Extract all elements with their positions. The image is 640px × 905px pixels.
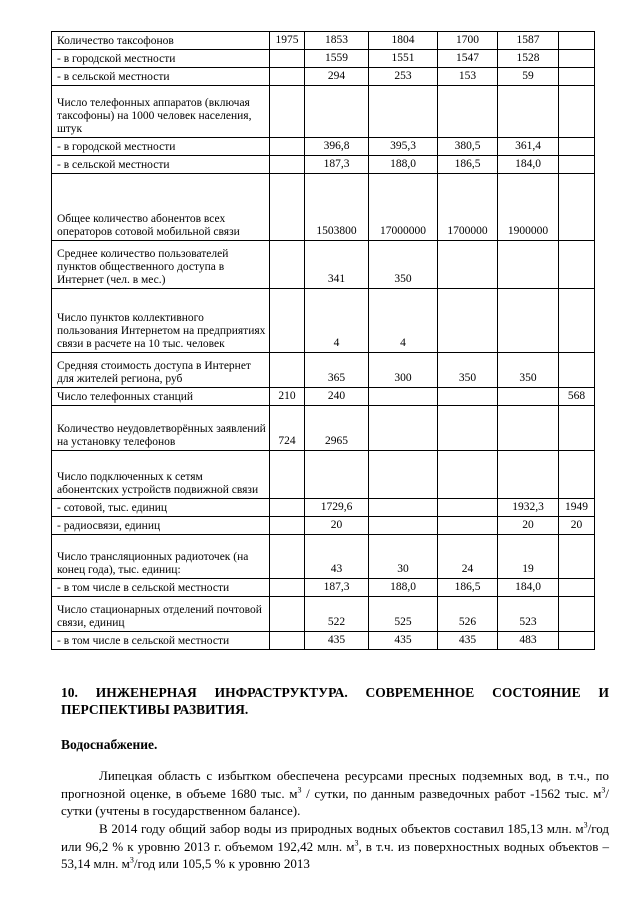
value-cell: 341 — [305, 241, 369, 289]
value-cell: 395,3 — [369, 138, 438, 156]
table-row — [52, 451, 595, 499]
value-cell — [305, 451, 369, 499]
value-cell — [270, 451, 305, 499]
value-cell — [559, 597, 595, 632]
value-cell — [559, 632, 595, 650]
value-cell: 186,5 — [438, 156, 498, 174]
value-cell: 523 — [498, 597, 559, 632]
value-cell: 187,3 — [305, 579, 369, 597]
statistics-table-body — [52, 32, 595, 650]
value-cell — [498, 241, 559, 289]
value-cell — [438, 517, 498, 535]
value-cell — [369, 388, 438, 406]
value-cell: 435 — [438, 632, 498, 650]
value-cell: 210 — [270, 388, 305, 406]
value-cell — [369, 406, 438, 451]
value-cell: 483 — [498, 632, 559, 650]
row-label: - в городской местности — [52, 50, 270, 68]
value-cell: 1587 — [498, 32, 559, 50]
value-cell — [438, 406, 498, 451]
value-cell: 253 — [369, 68, 438, 86]
value-cell: 1528 — [498, 50, 559, 68]
value-cell — [369, 517, 438, 535]
value-cell — [270, 138, 305, 156]
value-cell: 1975 — [270, 32, 305, 50]
table-row — [52, 86, 595, 138]
value-cell — [559, 241, 595, 289]
row-label: Число подключенных к сетям абонентских устройств подвижной связи — [52, 451, 270, 499]
value-cell: 522 — [305, 597, 369, 632]
value-cell: 435 — [369, 632, 438, 650]
row-label: Среднее количество пользователей пунктов общественного доступа в Интернет (чел. в мес.) — [52, 241, 270, 289]
value-cell — [270, 86, 305, 138]
value-cell — [369, 499, 438, 517]
table-row — [52, 50, 595, 68]
value-cell: 1559 — [305, 50, 369, 68]
table-row — [52, 517, 595, 535]
value-cell: 17000000 — [369, 174, 438, 241]
value-cell: 1700 — [438, 32, 498, 50]
value-cell — [438, 451, 498, 499]
value-cell — [498, 406, 559, 451]
value-cell: 350 — [369, 241, 438, 289]
value-cell — [270, 174, 305, 241]
value-cell — [559, 289, 595, 353]
value-cell — [270, 579, 305, 597]
table-row — [52, 499, 595, 517]
value-cell — [559, 535, 595, 579]
value-cell: 1900000 — [498, 174, 559, 241]
value-cell: 20 — [305, 517, 369, 535]
section-heading: 10. ИНЖЕНЕРНАЯ ИНФРАСТРУКТУРА. СОВРЕМЕННОЕ СОСТОЯНИЕ И ПЕРСПЕКТИВЫ РАЗВИТИЯ. — [61, 685, 609, 717]
value-cell — [559, 174, 595, 241]
value-cell: 30 — [369, 535, 438, 579]
table-row — [52, 535, 595, 579]
row-label: - в том числе в сельской местности — [52, 579, 270, 597]
row-label: Количество неудовлетворённых заявлений на установку телефонов — [52, 406, 270, 451]
value-cell: 59 — [498, 68, 559, 86]
value-cell: 1932,3 — [498, 499, 559, 517]
value-cell — [559, 68, 595, 86]
value-cell: 396,8 — [305, 138, 369, 156]
value-cell: 188,0 — [369, 156, 438, 174]
value-cell: 568 — [559, 388, 595, 406]
table-row — [52, 353, 595, 388]
value-cell: 1949 — [559, 499, 595, 517]
table-row — [52, 406, 595, 451]
table-row — [52, 632, 595, 650]
value-cell — [559, 32, 595, 50]
value-cell — [498, 388, 559, 406]
row-label: - в сельской местности — [52, 68, 270, 86]
subsection-heading: Водоснабжение. — [61, 737, 158, 752]
value-cell — [559, 579, 595, 597]
value-cell — [270, 289, 305, 353]
value-cell — [438, 388, 498, 406]
value-cell: 1729,6 — [305, 499, 369, 517]
value-cell: 188,0 — [369, 579, 438, 597]
value-cell: 20 — [559, 517, 595, 535]
table-row — [52, 138, 595, 156]
value-cell — [270, 68, 305, 86]
table-row — [52, 289, 595, 353]
value-cell: 724 — [270, 406, 305, 451]
value-cell — [270, 241, 305, 289]
value-cell — [559, 451, 595, 499]
value-cell — [270, 50, 305, 68]
table-row — [52, 32, 595, 50]
value-cell: 294 — [305, 68, 369, 86]
value-cell — [270, 597, 305, 632]
value-cell: 365 — [305, 353, 369, 388]
value-cell: 186,5 — [438, 579, 498, 597]
value-cell — [559, 353, 595, 388]
value-cell: 350 — [498, 353, 559, 388]
row-label: Число телефонных аппаратов (включая таксофоны) на 1000 человек населения, штук — [52, 86, 270, 138]
value-cell — [559, 138, 595, 156]
value-cell — [369, 451, 438, 499]
row-label: Средняя стоимость доступа в Интернет для жителей региона, руб — [52, 353, 270, 388]
row-label: Число стационарных отделений почтовой связи, единиц — [52, 597, 270, 632]
value-cell — [270, 499, 305, 517]
row-label: - в городской местности — [52, 138, 270, 156]
value-cell — [498, 451, 559, 499]
value-cell: 187,3 — [305, 156, 369, 174]
value-cell: 2965 — [305, 406, 369, 451]
paragraph-1: Липецкая область с избытком обеспечена ресурсами пресных подземных вод, в т.ч., по прогнозной оценке, в объеме 1680 тыс. $м^3$ / сутки, по данным разведочных работ -1562 тыс. $м^3$/сутки (учтены в государственном балансе). — [61, 768, 609, 818]
value-cell: 184,0 — [498, 156, 559, 174]
value-cell — [438, 499, 498, 517]
value-cell — [498, 86, 559, 138]
value-cell — [270, 156, 305, 174]
row-label: Общее количество абонентов всех операторов сотовой мобильной связи — [52, 174, 270, 241]
value-cell — [438, 289, 498, 353]
value-cell: 435 — [305, 632, 369, 650]
value-cell: 525 — [369, 597, 438, 632]
table-row — [52, 388, 595, 406]
value-cell — [270, 535, 305, 579]
value-cell: 380,5 — [438, 138, 498, 156]
value-cell: 19 — [498, 535, 559, 579]
value-cell: 1700000 — [438, 174, 498, 241]
table-row — [52, 597, 595, 632]
paragraph-2: В 2014 году общий забор воды из природных водных объектов составил 185,13 млн. $м^3$/год или 96,2 % к уровню 2013 г. объемом 192,42 млн. $м^3$, в т.ч. из поверхностных водных объектов – 53,14 млн. $м^3$/год или 105,5 % к уровню 2013 — [61, 820, 610, 871]
value-cell: 153 — [438, 68, 498, 86]
value-cell: 1547 — [438, 50, 498, 68]
table-row — [52, 579, 595, 597]
row-label: Число телефонных станций — [52, 388, 270, 406]
row-label: Число пунктов коллективного пользования Интернетом на предприятиях связи в расчете на 10 тыс. человек — [52, 289, 270, 353]
value-cell: 350 — [438, 353, 498, 388]
value-cell: 43 — [305, 535, 369, 579]
value-cell: 1853 — [305, 32, 369, 50]
value-cell: 1804 — [369, 32, 438, 50]
table-row — [52, 174, 595, 241]
row-label: - сотовой, тыс. единиц — [52, 499, 270, 517]
row-label: Количество таксофонов — [52, 32, 270, 50]
value-cell: 184,0 — [498, 579, 559, 597]
table-row — [52, 68, 595, 86]
row-label: Число трансляционных радиоточек (на конец года), тыс. единиц: — [52, 535, 270, 579]
table-row — [52, 156, 595, 174]
value-cell: 4 — [305, 289, 369, 353]
value-cell — [438, 241, 498, 289]
value-cell: 300 — [369, 353, 438, 388]
value-cell — [559, 406, 595, 451]
value-cell: 1551 — [369, 50, 438, 68]
value-cell: 4 — [369, 289, 438, 353]
statistics-table — [51, 31, 595, 650]
value-cell — [559, 86, 595, 138]
value-cell: 526 — [438, 597, 498, 632]
value-cell — [270, 353, 305, 388]
value-cell — [559, 50, 595, 68]
row-label: - в сельской местности — [52, 156, 270, 174]
table-row — [52, 241, 595, 289]
value-cell — [270, 632, 305, 650]
value-cell — [369, 86, 438, 138]
value-cell — [498, 289, 559, 353]
value-cell — [305, 86, 369, 138]
row-label: - радиосвязи, единиц — [52, 517, 270, 535]
value-cell — [270, 517, 305, 535]
row-label: - в том числе в сельской местности — [52, 632, 270, 650]
value-cell: 361,4 — [498, 138, 559, 156]
value-cell: 24 — [438, 535, 498, 579]
value-cell — [559, 156, 595, 174]
value-cell: 20 — [498, 517, 559, 535]
value-cell: 1503800 — [305, 174, 369, 241]
value-cell — [438, 86, 498, 138]
value-cell: 240 — [305, 388, 369, 406]
